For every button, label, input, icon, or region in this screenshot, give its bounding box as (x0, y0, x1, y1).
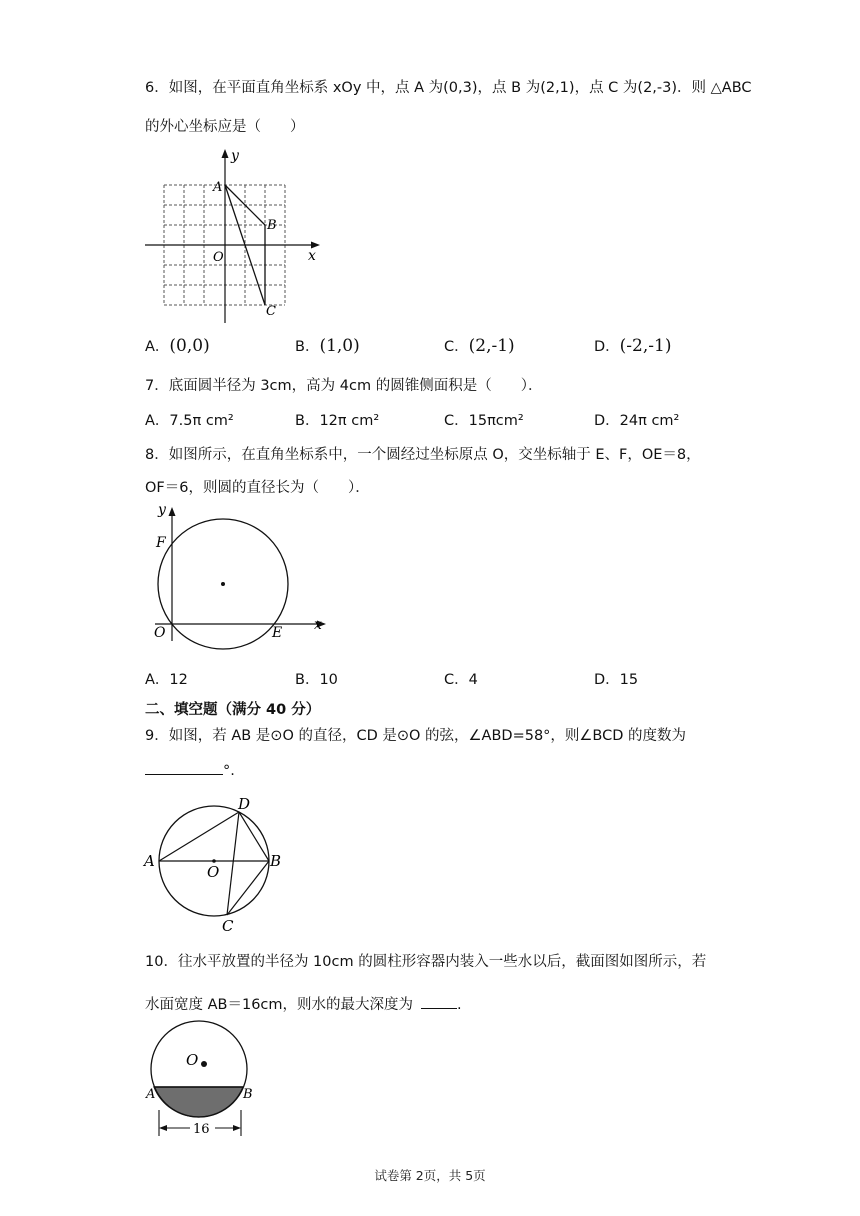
question-8-option-c[interactable] (444, 670, 478, 690)
page-footer: 试卷第 2页，共 5页 (374, 1168, 486, 1183)
option-letter: A． (145, 672, 170, 688)
water-segment (154, 1087, 243, 1117)
question-8-line-2: OF＝6，则圆的直径长为（ ）． (145, 480, 370, 496)
question-6-option-d[interactable] (594, 336, 671, 357)
chord-cd (227, 812, 239, 915)
option-letter: C． (444, 672, 469, 688)
option-letter: D． (594, 672, 620, 688)
question-9-line-1: 9．如图，若 AB 是⊙O 的直径，CD 是⊙O 的弦，∠ABD=58°，则∠BCD 的度数为 (145, 728, 687, 744)
option-value: 7.5π cm² (169, 413, 234, 429)
option-letter: A． (145, 339, 170, 355)
segment-ad (159, 812, 239, 861)
question-6-option-b[interactable] (295, 336, 360, 357)
label-x: x (308, 248, 316, 264)
question-8-option-a[interactable] (145, 670, 188, 690)
question-9-figure (140, 762, 300, 940)
label-a: A (146, 1087, 156, 1102)
option-value: (1,0) (319, 336, 360, 356)
label-y: y (231, 148, 239, 164)
label-o: O (154, 625, 166, 641)
circle-center-dot (221, 582, 225, 586)
question-7-option-b[interactable] (295, 411, 379, 431)
option-letter: B． (295, 413, 320, 429)
label-e: E (272, 625, 283, 641)
question-8-figure (140, 498, 340, 648)
question-6-figure (140, 143, 330, 325)
option-value: 24π cm² (619, 413, 680, 429)
option-value: 15πcm² (468, 413, 524, 429)
y-axis-arrow (169, 507, 176, 516)
y-axis-arrow (222, 149, 229, 158)
question-9-suffix: °. (223, 763, 235, 779)
option-value: (0,0) (169, 336, 210, 356)
question-7-text: 7．底面圆半径为 3cm，高为 4cm 的圆锥侧面积是（ ）． (145, 378, 543, 394)
question-8-option-b[interactable] (295, 670, 338, 690)
option-value: (-2,-1) (619, 336, 672, 356)
question-10-line-1: 10．往水平放置的半径为 10cm 的圆柱形容器内装入一些水以后，截面图如图所示，若 (145, 954, 707, 970)
dimension-arrow-right (233, 1125, 241, 1131)
option-letter: C． (444, 413, 469, 429)
option-letter: A． (145, 413, 170, 429)
label-o: O (213, 250, 224, 265)
question-7-option-a[interactable] (145, 411, 234, 431)
option-letter: B． (295, 672, 320, 688)
answer-blank[interactable] (421, 994, 457, 1009)
option-value: (2,-1) (468, 336, 515, 356)
segment-db (239, 812, 269, 861)
question-10-figure (140, 1010, 270, 1142)
question-6-option-c[interactable] (444, 336, 515, 357)
question-6-line-1: 6．如图，在平面直角坐标系 xOy 中，点 A 为(0,3)，点 B 为(2,1)，点 C 为(2,-3)．则 △ABC (145, 80, 752, 96)
option-letter: D． (594, 339, 620, 355)
label-c: C (222, 917, 234, 935)
label-a: A (144, 852, 155, 870)
dimension-label: 16 (193, 1122, 210, 1137)
label-d: D (238, 795, 251, 813)
label-o: O (186, 1051, 199, 1069)
question-10-suffix: . (457, 997, 462, 1013)
question-6-option-a[interactable] (145, 336, 210, 357)
option-letter: C． (444, 339, 469, 355)
label-f: F (156, 535, 166, 551)
question-7-option-d[interactable] (594, 411, 679, 431)
label-c: C (266, 304, 276, 319)
option-letter: B． (295, 339, 320, 355)
question-10-text: 水面宽度 AB＝16cm，则水的最大深度为 (145, 997, 414, 1013)
label-a: A (213, 180, 223, 195)
question-6-line-2: 的外心坐标应是（ ） (145, 119, 305, 135)
label-b: B (267, 218, 277, 233)
option-value: 4 (468, 672, 478, 688)
section-2-title: 二、填空题（满分 40 分） (145, 702, 321, 718)
label-o: O (207, 863, 220, 881)
option-value: 12π cm² (319, 413, 380, 429)
question-7-option-c[interactable] (444, 411, 524, 431)
option-value: 10 (319, 672, 338, 688)
label-b: B (243, 1087, 253, 1102)
center-dot (201, 1061, 207, 1067)
segment-cb (227, 861, 269, 915)
label-y: y (158, 502, 166, 518)
label-x: x (314, 617, 322, 633)
dimension-arrow-left (159, 1125, 167, 1131)
question-8-option-d[interactable] (594, 670, 638, 690)
option-value: 15 (619, 672, 639, 688)
label-b: B (270, 852, 282, 870)
option-letter: D． (594, 413, 620, 429)
option-value: 12 (169, 672, 188, 688)
question-8-line-1: 8．如图所示，在直角坐标系中，一个圆经过坐标原点 O，交坐标轴于 E、F，OE＝8， (145, 447, 701, 463)
